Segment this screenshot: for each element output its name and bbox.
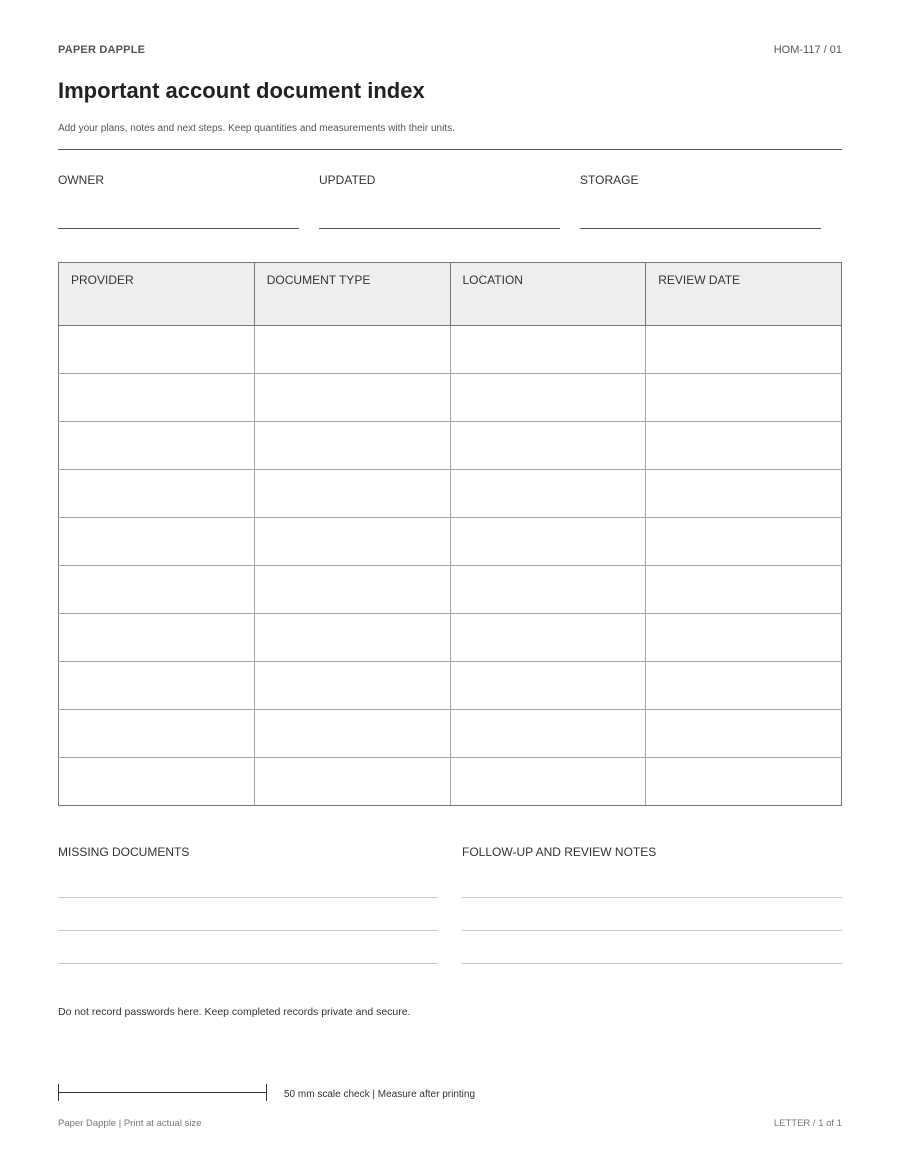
table-row (59, 710, 842, 758)
table-row (59, 374, 842, 422)
table-cell[interactable] (450, 662, 646, 710)
table-row (59, 326, 842, 374)
table-cell[interactable] (646, 326, 842, 374)
table-cell[interactable] (450, 566, 646, 614)
updated-field[interactable] (319, 228, 560, 229)
scale-bar-start-tick (58, 1084, 59, 1101)
table-cell[interactable] (59, 470, 255, 518)
table-cell[interactable] (646, 566, 842, 614)
table-cell[interactable] (59, 758, 255, 806)
page-subtitle: Add your plans, notes and next steps. Keep quantities and measurements with their units. (58, 123, 455, 134)
table-cell[interactable] (450, 710, 646, 758)
owner-label: OWNER (58, 173, 104, 187)
table-cell[interactable] (450, 374, 646, 422)
table-cell[interactable] (254, 470, 450, 518)
missing-documents-line[interactable] (58, 897, 438, 898)
table-cell[interactable] (59, 326, 255, 374)
table-cell[interactable] (646, 614, 842, 662)
table-cell[interactable] (254, 566, 450, 614)
table-header-row (59, 263, 842, 326)
scale-bar (58, 1084, 267, 1102)
table-cell[interactable] (254, 662, 450, 710)
column-header-provider: PROVIDER (59, 263, 255, 326)
table-cell[interactable] (254, 614, 450, 662)
storage-field[interactable] (580, 228, 821, 229)
owner-field[interactable] (58, 228, 299, 229)
table-cell[interactable] (450, 758, 646, 806)
table-cell[interactable] (59, 422, 255, 470)
column-header-document-type: DOCUMENT TYPE (254, 263, 450, 326)
form-code: HOM-117 / 01 (773, 44, 842, 56)
table-cell[interactable] (646, 662, 842, 710)
table-cell[interactable] (254, 326, 450, 374)
table-row (59, 614, 842, 662)
page-title: Important account document index (58, 78, 425, 103)
missing-documents-label: MISSING DOCUMENTS (58, 845, 190, 859)
table-cell[interactable] (59, 710, 255, 758)
table-cell[interactable] (450, 422, 646, 470)
privacy-note: Do not record passwords here. Keep completed records private and secure. (58, 1006, 411, 1018)
table-cell[interactable] (59, 662, 255, 710)
table-cell[interactable] (59, 614, 255, 662)
table-cell[interactable] (59, 566, 255, 614)
column-header-location: LOCATION (450, 263, 646, 326)
table-cell[interactable] (646, 758, 842, 806)
table-row (59, 662, 842, 710)
table-cell[interactable] (646, 422, 842, 470)
table-row (59, 518, 842, 566)
follow-up-notes-label: FOLLOW-UP AND REVIEW NOTES (462, 845, 657, 859)
table-cell[interactable] (646, 470, 842, 518)
follow-up-notes-line[interactable] (462, 963, 842, 964)
table-row (59, 758, 842, 806)
table-row (59, 422, 842, 470)
brand-name: PAPER DAPPLE (58, 44, 146, 56)
table-cell[interactable] (646, 518, 842, 566)
table-cell[interactable] (450, 470, 646, 518)
footer-right-text: LETTER / 1 of 1 (773, 1118, 842, 1129)
table-cell[interactable] (254, 758, 450, 806)
table-cell[interactable] (254, 422, 450, 470)
table-cell[interactable] (254, 374, 450, 422)
table-cell[interactable] (450, 614, 646, 662)
missing-documents-line[interactable] (58, 930, 438, 931)
table-cell[interactable] (450, 518, 646, 566)
updated-label: UPDATED (319, 173, 376, 187)
table-cell[interactable] (254, 518, 450, 566)
table-row (59, 566, 842, 614)
table-cell[interactable] (59, 374, 255, 422)
follow-up-notes-line[interactable] (462, 930, 842, 931)
scale-bar-line (58, 1092, 267, 1093)
table-cell[interactable] (646, 374, 842, 422)
column-header-review-date: REVIEW DATE (646, 263, 842, 326)
scale-check-label: 50 mm scale check | Measure after printing (284, 1089, 476, 1100)
footer-left-text: Paper Dapple | Print at actual size (58, 1118, 202, 1129)
table-cell[interactable] (59, 518, 255, 566)
table-cell[interactable] (646, 710, 842, 758)
follow-up-notes-line[interactable] (462, 897, 842, 898)
document-index-table (58, 262, 842, 806)
missing-documents-line[interactable] (58, 963, 438, 964)
header-divider (58, 149, 842, 150)
table-cell[interactable] (450, 326, 646, 374)
storage-label: STORAGE (580, 173, 639, 187)
table-cell[interactable] (254, 710, 450, 758)
table-row (59, 470, 842, 518)
scale-bar-end-tick (266, 1084, 267, 1101)
